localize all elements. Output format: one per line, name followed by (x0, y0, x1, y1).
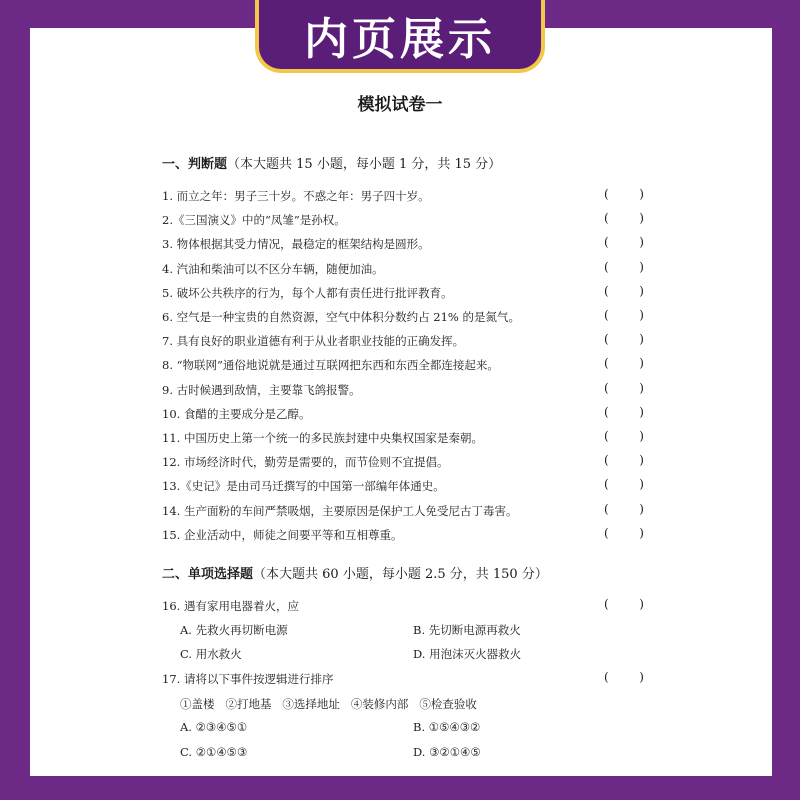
option-b: B. 先切断电源再救火 (413, 623, 521, 637)
tf-question-10: 10. 食醋的主要成分是乙醇。 (162, 407, 311, 421)
answer-blank: ( ) (604, 308, 644, 322)
answer-blank: ( ) (604, 429, 644, 443)
exam-paper (30, 28, 772, 776)
section-heading-label: 二、单项选择题 (162, 567, 254, 582)
question-16-stem: 16. 遇有家用电器着火，应 (162, 599, 299, 613)
page-title: 模拟试卷一 (357, 95, 443, 115)
tf-question-2: 2.《三国演义》中的“凤雏”是孙权。 (162, 213, 346, 227)
section-heading-label: 一、判断题 (162, 157, 228, 172)
answer-blank: ( ) (604, 187, 644, 201)
answer-blank: ( ) (604, 405, 644, 419)
tf-question-13: 13.《史记》是由司马迁撰写的中国第一部编年体通史。 (162, 479, 445, 493)
answer-blank: ( ) (604, 211, 644, 225)
answer-blank: ( ) (604, 284, 644, 298)
answer-blank: ( ) (604, 597, 644, 611)
banner (255, 0, 545, 73)
tf-question-4: 4. 汽油和柴油可以不区分车辆，随便加油。 (162, 262, 384, 276)
answer-blank: ( ) (604, 502, 644, 516)
tf-question-11: 11. 中国历史上第一个统一的多民族封建中央集权国家是秦朝。 (162, 431, 483, 445)
tf-question-5: 5. 破坏公共秩序的行为，每个人都有责任进行批评教育。 (162, 286, 453, 300)
option-d: D. 用泡沫灭火器救火 (413, 647, 522, 661)
answer-blank: ( ) (604, 670, 644, 684)
option-a: A. 先救火再切断电源 (180, 623, 288, 637)
tf-question-1: 1. 而立之年：男子三十岁。不惑之年：男子四十岁。 (162, 189, 430, 203)
section-heading-choice (162, 563, 548, 582)
tf-question-15: 15. 企业活动中，师徒之间要平等和互相尊重。 (162, 528, 403, 542)
option-c: C. ②①④⑤③ (180, 745, 248, 759)
section-heading-tf (162, 153, 501, 172)
answer-blank: ( ) (604, 356, 644, 370)
tf-question-14: 14. 生产面粉的车间严禁吸烟，主要原因是保护工人免受尼古丁毒害。 (162, 504, 518, 518)
section-heading-note: （本大题共 60 小题，每小题 2.5 分，共 150 分） (253, 567, 548, 582)
answer-blank: ( ) (604, 526, 644, 540)
option-b: B. ①⑤④③② (413, 720, 481, 734)
tf-question-6: 6. 空气是一种宝贵的自然资源，空气中体积分数约占 21% 的是氮气。 (162, 310, 520, 324)
tf-question-12: 12. 市场经济时代，勤劳是需要的，而节俭则不宜提倡。 (162, 455, 449, 469)
section-heading-note: （本大题共 15 小题，每小题 1 分，共 15 分） (227, 157, 502, 172)
option-d: D. ③②①④⑤ (413, 745, 481, 759)
tf-question-3: 3. 物体根据其受力情况，最稳定的框架结构是圆形。 (162, 237, 430, 251)
question-17-stem: 17. 请将以下事件按逻辑进行排序 (162, 672, 334, 686)
option-c: C. 用水救火 (180, 647, 242, 661)
tf-question-9: 9. 古时候遇到敌情，主要靠飞鸽报警。 (162, 383, 361, 397)
answer-blank: ( ) (604, 477, 644, 491)
tf-question-8: 8. “物联网”通俗地说就是通过互联网把东西和东西全都连接起来。 (162, 358, 499, 372)
question-17-items: ①盖楼 ②打地基 ③选择地址 ④装修内部 ⑤检查验收 (180, 697, 477, 711)
answer-blank: ( ) (604, 381, 644, 395)
answer-blank: ( ) (604, 235, 644, 249)
answer-blank: ( ) (604, 332, 644, 346)
option-a: A. ②③④⑤① (180, 720, 248, 734)
banner-title: 内页展示 (304, 13, 496, 65)
answer-blank: ( ) (604, 453, 644, 467)
tf-question-7: 7. 具有良好的职业道德有利于从业者职业技能的正确发挥。 (162, 334, 465, 348)
answer-blank: ( ) (604, 260, 644, 274)
